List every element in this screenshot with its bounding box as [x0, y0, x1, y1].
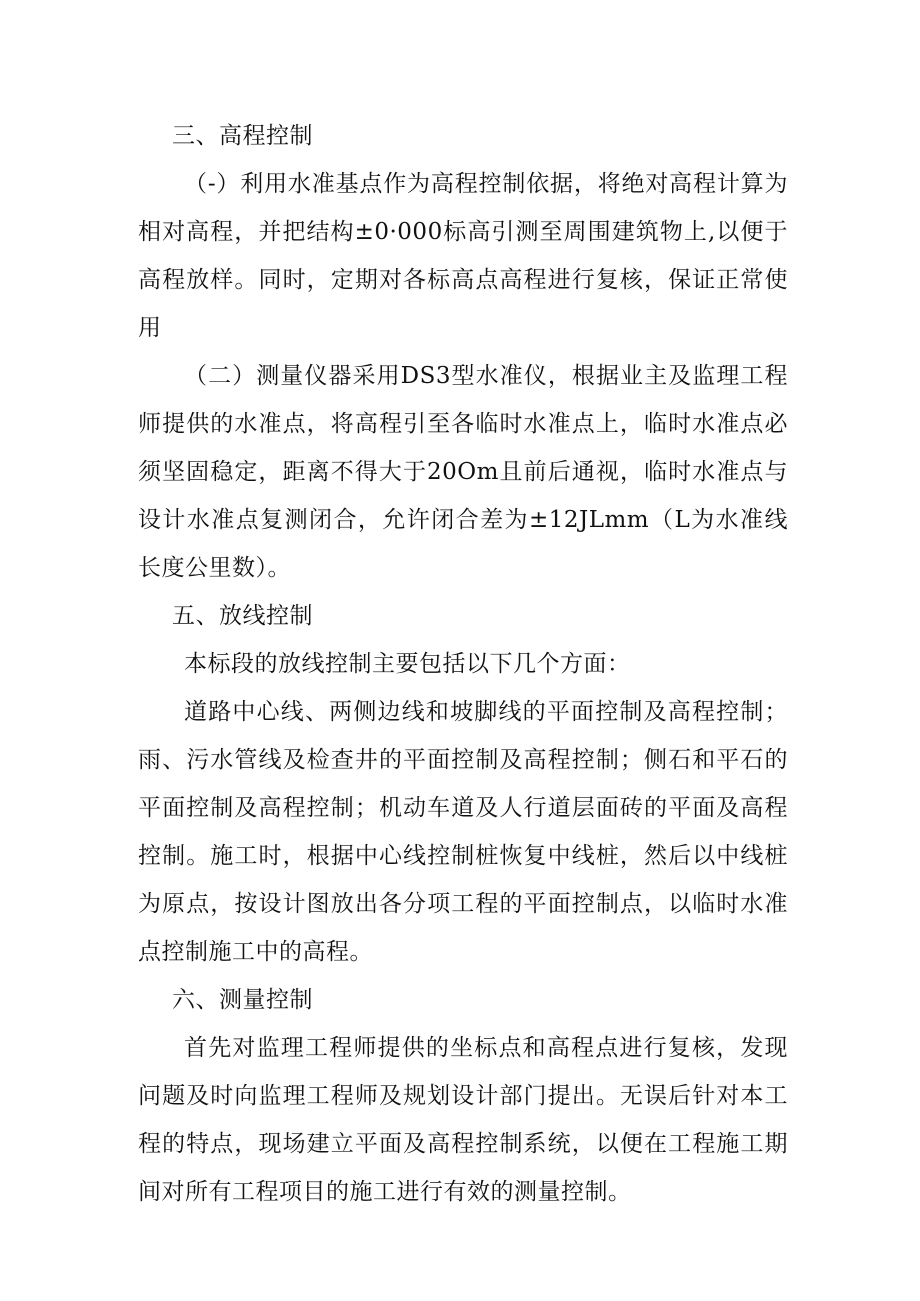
- section-heading-elevation-control: 三、高程控制: [172, 123, 313, 149]
- paragraph-survey-1: 首先对监理工程师提供的坐标点和高程点进行复核，发现问题及时向监理工程师及规划设计部门提出。无误后针对本工程的特点，现场建立平面及高程控制系统，以便在工程施工期间对所有工程项目的施工进行有效的测量控制。: [138, 1035, 788, 1205]
- paragraph-layout-2: 道路中心线、两侧边线和坡脚线的平面控制及高程控制；雨、污水管线及检查井的平面控制及高程控制；侧石和平石的平面控制及高程控制；机动车道及人行道层面砖的平面及高程控制。施工时，根据中心线控制桩恢复中线桩，然后以中线桩为原点，按设计图放出各分项工程的平面控制点，以临时水准点控制施工中的高程。: [138, 699, 788, 965]
- paragraph-elevation-1: （-）利用水准基点作为高程控制依据，将绝对高程计算为相对高程，并把结构±0·000标高引测至周围建筑物上,以便于高程放样。同时，定期对各标高点高程进行复核，保证正常使用: [138, 171, 788, 341]
- section-heading-layout-control: 五、放线控制: [172, 603, 313, 629]
- paragraph-elevation-2: （二）测量仪器采用DS3型水准仪，根据业主及监理工程师提供的水准点，将高程引至各临时水准点上，临时水准点必须坚固稳定，距离不得大于20Om且前后通视，临时水准点与设计水准点复测闭合，允许闭合差为±12JLmm（L为水准线长度公里数）。: [138, 363, 788, 581]
- section-heading-survey-control: 六、测量控制: [172, 987, 313, 1013]
- paragraph-layout-1: 本标段的放线控制主要包括以下几个方面：: [184, 651, 631, 677]
- document-body: [138, 112, 788, 1216]
